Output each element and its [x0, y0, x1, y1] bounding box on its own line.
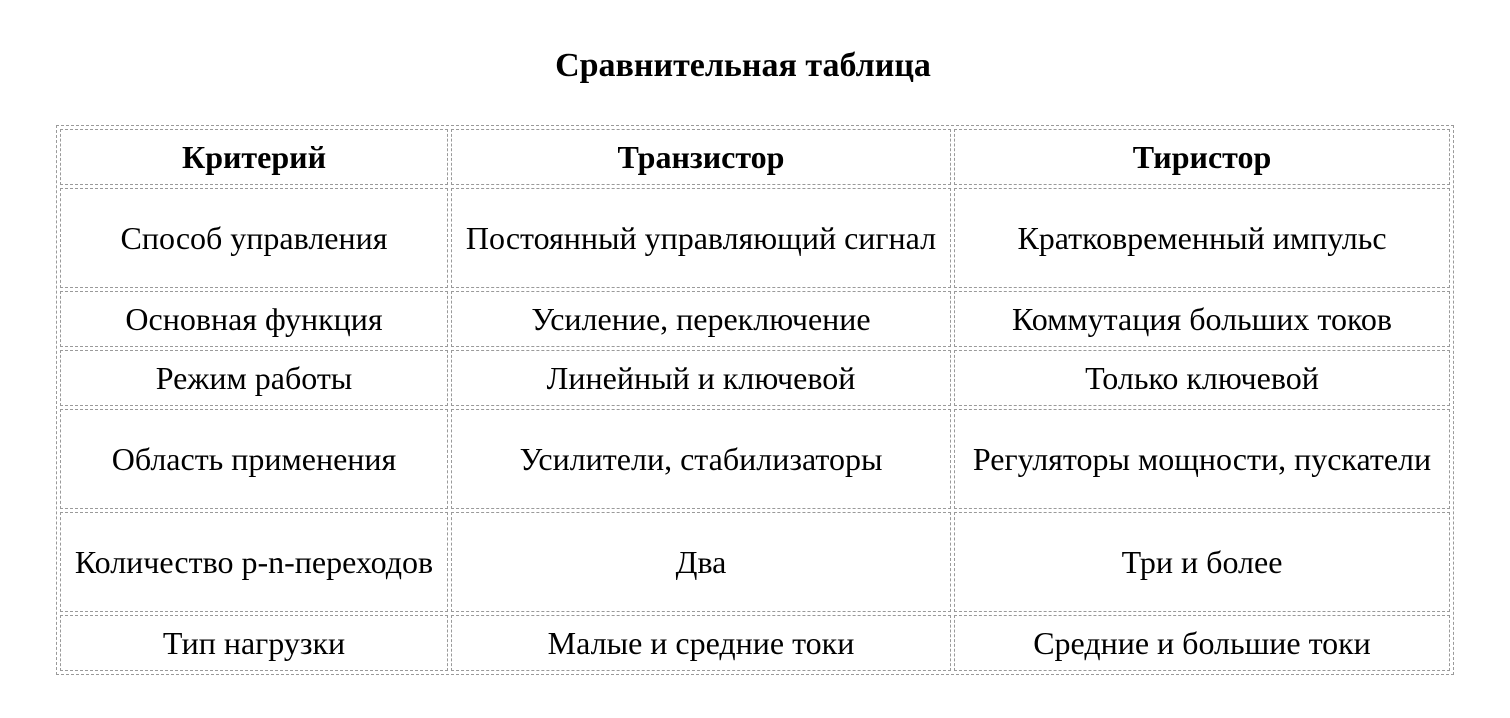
- row-criterion-cell: Тип нагрузки: [60, 615, 448, 671]
- row-transistor-cell: Постоянный управляющий сигнал: [451, 188, 951, 288]
- table-row: [60, 188, 1450, 288]
- row-transistor-cell: Два: [451, 512, 951, 612]
- row-transistor-cell: Малые и средние токи: [451, 615, 951, 671]
- row-criterion-cell: Основная функция: [60, 291, 448, 347]
- table-row: [60, 615, 1450, 671]
- row-transistor-cell: Усилители, стабилизаторы: [451, 409, 951, 509]
- row-thyristor-cell: Кратковременный импульс: [954, 188, 1450, 288]
- header-transistor: Транзистор: [451, 129, 951, 185]
- row-thyristor-cell: Коммутация больших токов: [954, 291, 1450, 347]
- row-thyristor-cell: Регуляторы мощности, пускатели: [954, 409, 1450, 509]
- row-criterion-cell: Область применения: [60, 409, 448, 509]
- row-thyristor-cell: Три и более: [954, 512, 1450, 612]
- header-criterion: Критерий: [60, 129, 448, 185]
- header-thyristor: Тиристор: [954, 129, 1450, 185]
- table-row: [60, 512, 1450, 612]
- row-criterion-cell: Режим работы: [60, 350, 448, 406]
- table-row: [60, 409, 1450, 509]
- row-transistor-cell: Усиление, переключение: [451, 291, 951, 347]
- row-criterion-cell: Способ управления: [60, 188, 448, 288]
- row-criterion-cell: Количество p-n-переходов: [60, 512, 448, 612]
- comparison-table: [56, 125, 1454, 675]
- table-header-row: [60, 129, 1450, 185]
- row-thyristor-cell: Только ключевой: [954, 350, 1450, 406]
- page-title: Сравнительная таблица: [555, 47, 931, 84]
- row-transistor-cell: Линейный и ключевой: [451, 350, 951, 406]
- table-row: [60, 350, 1450, 406]
- table-row: [60, 291, 1450, 347]
- row-thyristor-cell: Средние и большие токи: [954, 615, 1450, 671]
